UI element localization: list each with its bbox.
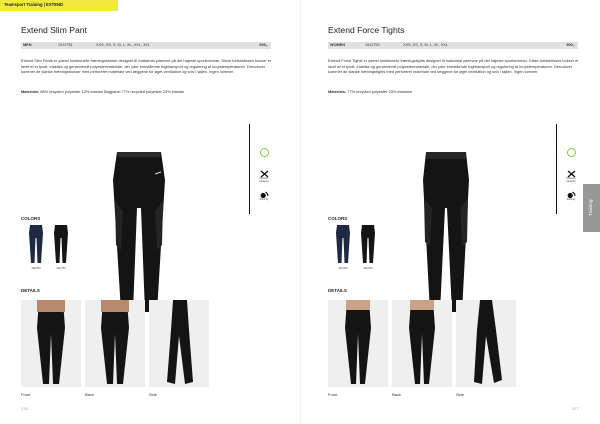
- moisture-transport-label: Moisture transport: [259, 177, 269, 183]
- icon-rail: [556, 124, 557, 214]
- swatch-navy-caption: 1912751: [31, 267, 41, 270]
- detail-front-image: [21, 300, 81, 387]
- stretch-label: Stretchy: [566, 197, 576, 201]
- swatch-navy-image: [25, 224, 47, 264]
- feature-icons: [564, 148, 578, 208]
- detail-side-caption: Side: [456, 392, 465, 397]
- detail-side-image: [456, 300, 516, 387]
- page-number: 176: [21, 406, 28, 411]
- stretch-label: Stretchy: [259, 197, 269, 201]
- detail-back-caption: Back: [85, 392, 94, 397]
- product-code: 1912752: [365, 43, 380, 48]
- size-range: XXS, XS, S, M, L, XL, XXL, 3XL: [96, 43, 150, 48]
- color-swatch-navy[interactable]: [332, 224, 354, 264]
- price: 600,-: [259, 43, 268, 48]
- moisture-transport-label: Moisture transport: [566, 177, 576, 183]
- swatch-black-caption: 1912751: [56, 267, 66, 270]
- materials-value: 88% recycled polyester 12% elastan Bagpanel 77% recycled polyester 23% elastan: [40, 89, 185, 94]
- product-page-left: [21, 0, 291, 424]
- details-heading: DETAILS: [21, 288, 40, 293]
- section-tag-text: Teamsport Training | EXTEND: [4, 2, 64, 7]
- gender-label: MEN: [23, 43, 32, 48]
- detail-back-caption: Back: [392, 392, 401, 397]
- section-side-tab-label: Training: [588, 199, 593, 216]
- product-description: Extend Slim Pants er ydersl funktionelle træningsbukser designet til maksimal ydeevne på det højeste sportsniveau. Disse fortsiddisses bukser er lavet af et tyndt, elastisk og genanvendt polyestermateriale, der yder enestående fugttransport og regulering af kropstemperaturen. Derudover kommer de slanke træningsbukser med perforeret materiale ved læggene for øget ventilation og sniv i tøjlen. Ingen lommer.: [21, 58, 272, 74]
- materials-line: [328, 89, 580, 94]
- spread-divider: [300, 0, 301, 424]
- product-code: 1912751: [58, 43, 73, 48]
- colors-heading: COLORS: [21, 216, 41, 221]
- color-swatch-navy[interactable]: [25, 224, 47, 264]
- detail-front-caption: Front: [21, 392, 31, 397]
- swatch-black-image: [50, 224, 72, 264]
- materials-label: Materials:: [21, 89, 40, 94]
- details-heading: DETAILS: [328, 288, 347, 293]
- detail-side-image: [149, 300, 209, 387]
- gender-label: WOMEN: [330, 43, 345, 48]
- detail-back-image: [392, 300, 452, 387]
- swatch-navy-image: [332, 224, 354, 264]
- color-swatch-black[interactable]: [50, 224, 72, 264]
- product-title: Extend Slim Pant: [21, 25, 87, 35]
- color-swatch-black[interactable]: [357, 224, 379, 264]
- colors-heading: COLORS: [328, 216, 348, 221]
- hero-product-image: [99, 150, 179, 315]
- product-info-bar: [328, 42, 578, 49]
- price: 500,-: [566, 43, 575, 48]
- product-info-bar: [21, 42, 271, 49]
- materials-value: 77% recycled polyester 23% elastane: [347, 89, 413, 94]
- product-title: Extend Force Tights: [328, 25, 405, 35]
- feature-icons: [257, 148, 271, 208]
- swatch-black-caption: 1912752: [363, 267, 373, 270]
- detail-side-caption: Side: [149, 392, 158, 397]
- detail-front-image: [328, 300, 388, 387]
- product-description: Extend Force Tights er ydersl funktionelle træningstights designet til maksimal ydeevne på det højeste sportsniveau. Disse fortsiddisses bukser er lavet af et tyndt, elastisk og genanvendt polyestermateriale, der yder enestående fugttransport og regulering af kropstemperaturen. Derudover kommer de slanke træningstights med perforeret materiale ved læggene for øget ventilation og sniv i tøjlen. Ingen lommer.: [328, 58, 579, 74]
- swatch-black-image: [357, 224, 379, 264]
- sustainability-icon: [260, 148, 269, 157]
- icon-rail: [249, 124, 250, 214]
- sustainability-icon: [567, 148, 576, 157]
- materials-label: Materials:: [328, 89, 347, 94]
- product-page-right: [328, 0, 598, 424]
- swatch-navy-caption: 1912752: [338, 267, 348, 270]
- detail-front-caption: Front: [328, 392, 338, 397]
- size-range: XXS, XS, S, M, L, XL, XXL: [403, 43, 448, 48]
- materials-line: [21, 89, 273, 94]
- section-side-tab[interactable]: [583, 184, 600, 232]
- detail-back-image: [85, 300, 145, 387]
- page-number: 177: [572, 406, 579, 411]
- hero-product-image: [406, 150, 486, 315]
